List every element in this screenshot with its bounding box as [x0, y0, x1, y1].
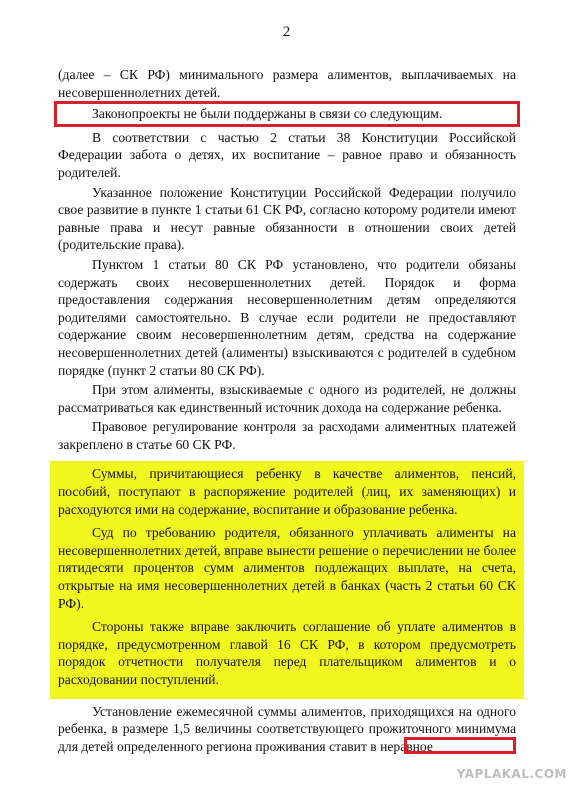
final-paragraph: Установление ежемесячной суммы алиментов, приходящихся на одного ребенка, в размере 1,5 величины соответствующего прожиточного минимума для детей определенного региона проживания ставит в неравное — [58, 703, 516, 754]
red-annotation-box — [404, 737, 516, 754]
paragraph: Указанное положение Конституции Российской Федерации получило свое развитие в пункте 1 статьи 61 СК РФ, согласно которому родители имеют равные права и несут равные обязанности в отношении своих детей (родительские права). — [58, 184, 516, 253]
paragraph-boxed: Законопроекты не были поддержаны в связи со следующим. — [58, 105, 516, 123]
paragraph: Пунктом 1 статьи 80 СК РФ установлено, что родители обязаны содержать своих несовершеннолетних детей. Порядок и форма предоставления содержания несовершеннолетним детям определяются родителями самостоятельно. В случае если родители не предоставляют содержание своим несовершеннолетним детям, средства на содержание несовершеннолетних детей (алименты) взыскиваются с родителей в судебном порядке (пункт 2 статьи 80 СК РФ). — [58, 256, 516, 378]
highlighted-block — [50, 461, 524, 698]
page-number: 2 — [282, 24, 291, 40]
highlighted-paragraph: Суммы, причитающиеся ребенку в качестве алиментов, пенсий, пособий, поступают в распоряжение родителей (лиц, их заменяющих) и расходуются ими на содержание, воспитание и образование ребенка. — [58, 466, 516, 517]
highlighted-paragraph: Суд по требованию родителя, обязанного уплачивать алименты на несовершеннолетних детей, вправе вынести решение о перечислении не более пятидесяти процентов сумм алиментов подлежащих выплате, на счета, открытые на имя несовершеннолетних детей в банках (часть 2 статьи 60 СК РФ). — [58, 525, 516, 611]
watermark: YAPLAKAL.COM — [456, 767, 567, 781]
paragraph: Правовое регулирование контроля за расходами алиментных платежей закреплено в статье 60 СК РФ. — [58, 419, 516, 452]
paragraph-continuation: (далее – СК РФ) минимального размера алиментов, выплачиваемых на несовершеннолетних детей. — [58, 67, 516, 100]
document-body — [58, 66, 516, 757]
highlighted-paragraph: Стороны также вправе заключить соглашение об уплате алиментов в порядке, предусмотренном главой 16 СК РФ, в котором предусмотреть порядок отчетности получателя перед плательщиком алиментов и о расходовании поступлений. — [58, 619, 516, 687]
paragraph: При этом алименты, взыскиваемые с одного из родителей, не должны рассматриваться как единственный источник дохода на содержание ребенка. — [58, 382, 516, 415]
paragraph: В соответствии с частью 2 статьи 38 Конституции Российской Федерации забота о детях, их воспитание – равное право и обязанность родителей. — [58, 129, 516, 180]
